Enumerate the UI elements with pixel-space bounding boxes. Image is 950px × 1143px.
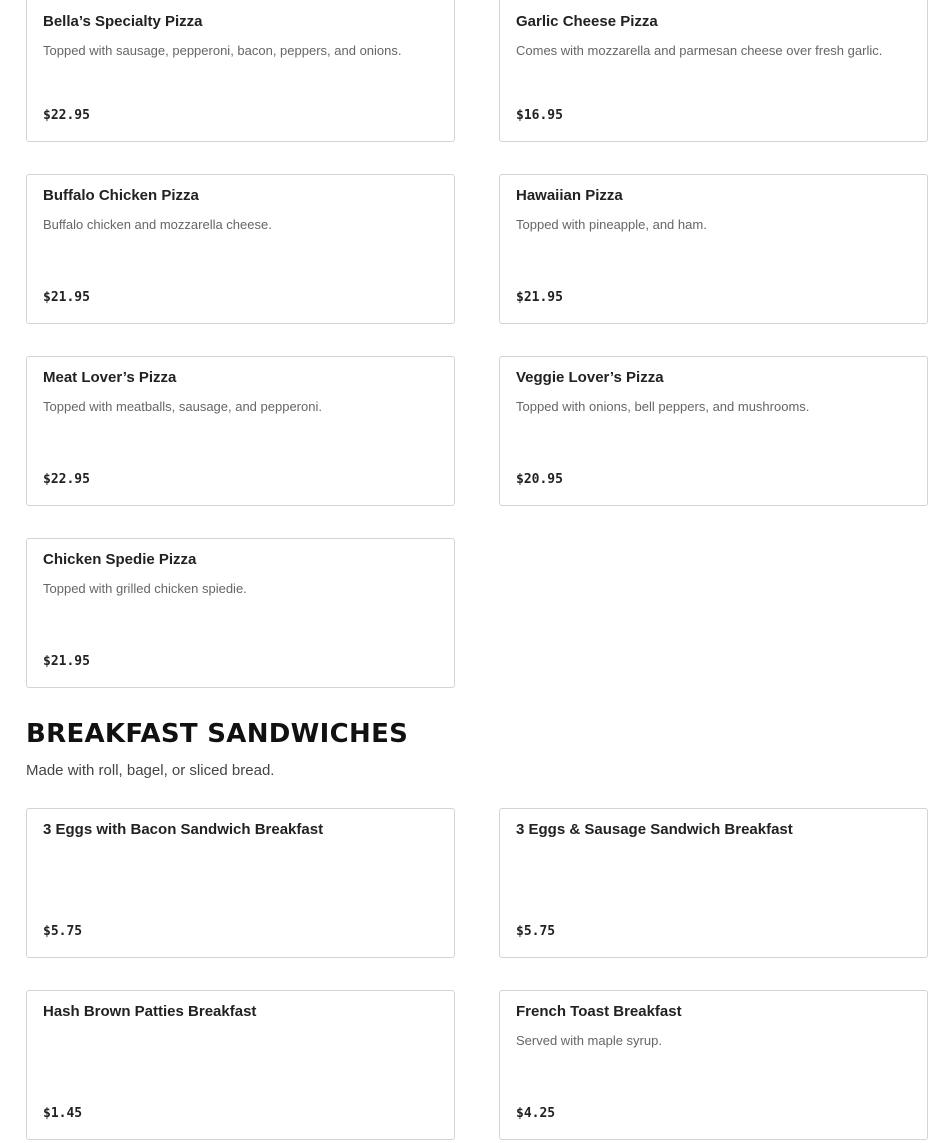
menu-item-price: $5.75 bbox=[516, 924, 556, 939]
menu-item-card[interactable] bbox=[499, 0, 928, 142]
menu-item-price: $21.95 bbox=[43, 290, 90, 305]
menu-item-description: Topped with grilled chicken spiedie. bbox=[43, 581, 247, 596]
menu-item-card[interactable] bbox=[499, 808, 928, 958]
menu-item-price: $5.75 bbox=[43, 924, 83, 939]
menu-item-card[interactable] bbox=[26, 0, 455, 142]
section-title: BREAKFAST SANDWICHES bbox=[26, 719, 409, 749]
menu-item-card[interactable] bbox=[26, 538, 455, 688]
menu-item-name: 3 Eggs with Bacon Sandwich Breakfast bbox=[43, 821, 324, 838]
menu-item-card[interactable] bbox=[26, 808, 455, 958]
menu-item-description: Buffalo chicken and mozzarella cheese. bbox=[43, 217, 272, 232]
menu-item-name: Bella’s Specialty Pizza bbox=[43, 13, 203, 30]
menu-item-description: Topped with sausage, pepperoni, bacon, peppers, and onions. bbox=[43, 43, 402, 58]
menu-item-description: Topped with onions, bell peppers, and mushrooms. bbox=[516, 399, 810, 414]
menu-item-card[interactable] bbox=[26, 174, 455, 324]
menu-item-card[interactable] bbox=[26, 356, 455, 506]
menu-item-name: Hawaiian Pizza bbox=[516, 187, 623, 204]
menu-item-description: Comes with mozzarella and parmesan cheese over fresh garlic. bbox=[516, 43, 883, 58]
menu-item-price: $4.25 bbox=[516, 1106, 556, 1121]
menu-item-price: $21.95 bbox=[516, 290, 563, 305]
menu-item-price: $1.45 bbox=[43, 1106, 83, 1121]
menu-item-price: $16.95 bbox=[516, 108, 563, 123]
menu-item-card[interactable] bbox=[499, 356, 928, 506]
menu-item-name: French Toast Breakfast bbox=[516, 1003, 682, 1020]
menu-item-name: Meat Lover’s Pizza bbox=[43, 369, 177, 386]
menu-item-price: $22.95 bbox=[43, 472, 90, 487]
menu-item-name: Buffalo Chicken Pizza bbox=[43, 187, 199, 204]
menu-item-name: Veggie Lover’s Pizza bbox=[516, 369, 664, 386]
menu-item-name: Garlic Cheese Pizza bbox=[516, 13, 658, 30]
menu-item-description: Served with maple syrup. bbox=[516, 1033, 662, 1048]
menu-item-card[interactable] bbox=[26, 990, 455, 1140]
menu-item-description: Topped with meatballs, sausage, and pepperoni. bbox=[43, 399, 322, 414]
menu-item-price: $22.95 bbox=[43, 108, 90, 123]
section-subtitle: Made with roll, bagel, or sliced bread. bbox=[26, 762, 275, 779]
menu-item-price: $21.95 bbox=[43, 654, 90, 669]
menu-item-name: 3 Eggs & Sausage Sandwich Breakfast bbox=[516, 821, 793, 838]
menu-item-price: $20.95 bbox=[516, 472, 563, 487]
menu-item-name: Hash Brown Patties Breakfast bbox=[43, 1003, 257, 1020]
menu-item-card[interactable] bbox=[499, 174, 928, 324]
menu-item-name: Chicken Spedie Pizza bbox=[43, 551, 197, 568]
menu-item-card[interactable] bbox=[499, 990, 928, 1140]
menu-item-description: Topped with pineapple, and ham. bbox=[516, 217, 707, 232]
